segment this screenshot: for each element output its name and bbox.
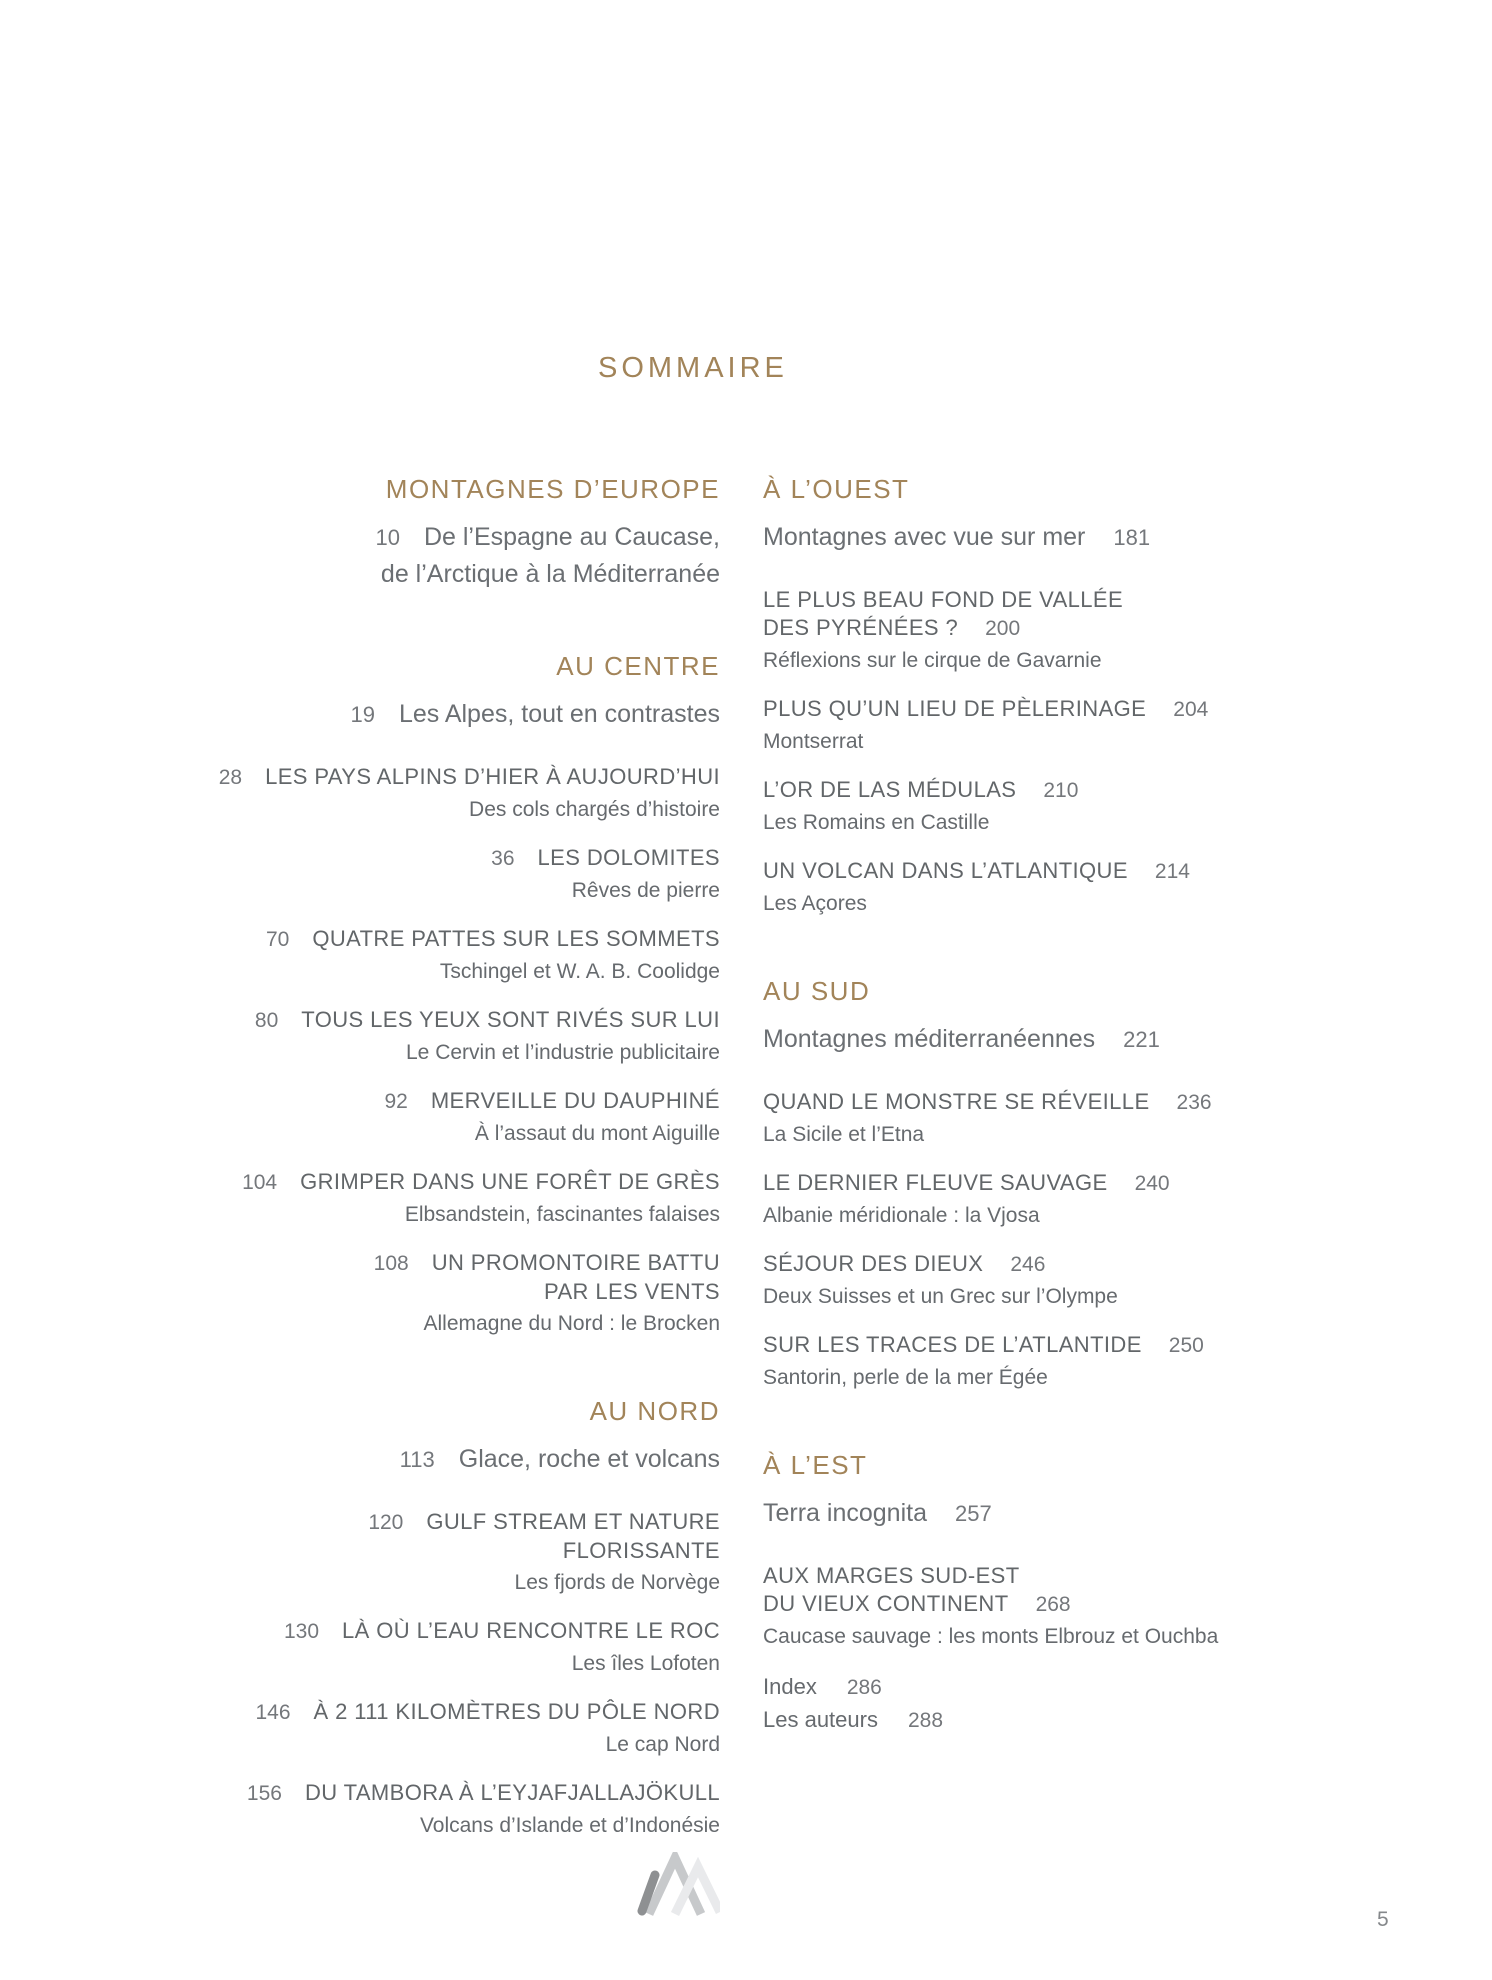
intro-line (180, 519, 720, 556)
entry-title-line: AUX MARGES SUD-EST (763, 1563, 1020, 1588)
page-ref: 257 (954, 1501, 992, 1526)
toc-entry (180, 1508, 720, 1597)
page-ref: 204 (1173, 698, 1209, 721)
entry-title: DES PYRÉNÉES ? (763, 615, 959, 640)
section-a-l-est (763, 1452, 1263, 1737)
section-a-l-ouest (763, 476, 1263, 918)
section-heading: AU NORD (589, 1396, 720, 1426)
toc-entry (180, 763, 720, 824)
entry-title-line (180, 1168, 720, 1197)
toc-entry (180, 1698, 720, 1759)
page-ref: 236 (1176, 1091, 1212, 1114)
intro-text: De l’Espagne au Caucase, (423, 523, 720, 551)
entry-title: LE DERNIER FLEUVE SAUVAGE (763, 1170, 1108, 1195)
entry-title: GULF STREAM ET NATURE (426, 1509, 720, 1534)
entry-title: QUAND LE MONSTRE SE RÉVEILLE (763, 1089, 1150, 1114)
toc-entry (763, 695, 1263, 756)
intro-text: Terra incognita (763, 1499, 927, 1527)
page-ref: 28 (218, 766, 243, 789)
mountain-peaks-icon (636, 1852, 720, 1916)
entry-subtitle: Les Romains en Castille (763, 811, 990, 834)
section-heading: MONTAGNES D’EUROPE (385, 474, 720, 504)
entry-subtitle: Les îles Lofoten (571, 1652, 720, 1675)
entry-subtitle: Tschingel et W. A. B. Coolidge (439, 960, 720, 983)
section-intro (180, 519, 720, 593)
entry-title-line (180, 844, 720, 873)
entry-title: PLUS QU’UN LIEU DE PÈLERINAGE (763, 696, 1147, 721)
entry-title-line (180, 763, 720, 792)
entry-title-line (763, 695, 1263, 724)
entry-title-line-2: FLORISSANTE (562, 1538, 720, 1563)
entry-title: GRIMPER DANS UNE FORÊT DE GRÈS (300, 1169, 720, 1194)
entry-title-line (763, 1169, 1263, 1198)
toc-entry (180, 1249, 720, 1338)
page-ref: 113 (399, 1447, 435, 1472)
entry-title-line (763, 1088, 1263, 1117)
entry-title: UN PROMONTOIRE BATTU (431, 1250, 720, 1275)
toc-entry (763, 1169, 1263, 1230)
intro-text: Montagnes méditerranéennes (763, 1025, 1096, 1053)
page-ref: 19 (350, 702, 375, 727)
entry-subtitle: Les Açores (763, 892, 867, 915)
page-ref: 214 (1154, 860, 1190, 883)
page-ref: 120 (368, 1511, 404, 1534)
entry-title-line (180, 1617, 720, 1646)
entry-subtitle: Allemagne du Nord : le Brocken (423, 1312, 720, 1335)
entry-title-line (763, 776, 1263, 805)
page-ref: 80 (254, 1009, 279, 1032)
page-ref: 200 (985, 617, 1021, 640)
section-intro (763, 1495, 1263, 1532)
toc-entry (763, 1250, 1263, 1311)
page-ref: 286 (846, 1676, 882, 1699)
section-heading: À L’OUEST (763, 474, 910, 504)
entry-title: QUATRE PATTES SUR LES SOMMETS (312, 926, 720, 951)
page-ref: 210 (1043, 779, 1079, 802)
entry-title: TOUS LES YEUX SONT RIVÉS SUR LUI (301, 1007, 720, 1032)
toc-entry (763, 586, 1263, 675)
section-intro (763, 1021, 1263, 1058)
back-matter-index (763, 1671, 1263, 1704)
section-montagnes-d-europe (180, 476, 720, 593)
entry-title-line (763, 1331, 1263, 1360)
toc-entry (763, 1562, 1263, 1651)
entry-title: DU VIEUX CONTINENT (763, 1591, 1009, 1616)
entry-title-line-2 (763, 1590, 1263, 1619)
entry-subtitle: Santorin, perle de la mer Égée (763, 1366, 1048, 1389)
toc-entry (763, 1331, 1263, 1392)
entry-subtitle: Les fjords de Norvège (514, 1571, 720, 1594)
toc-entry (763, 1088, 1263, 1149)
section-intro (180, 696, 720, 733)
page-ref: 10 (375, 525, 400, 550)
page-ref: 104 (242, 1171, 278, 1194)
entry-subtitle: Réflexions sur le cirque de Gavarnie (763, 649, 1102, 672)
section-heading: AU SUD (763, 976, 871, 1006)
toc-entry (180, 1168, 720, 1229)
page-ref: 250 (1168, 1334, 1204, 1357)
intro-text: Montagnes avec vue sur mer (763, 523, 1086, 551)
entry-subtitle: Deux Suisses et un Grec sur l’Olympe (763, 1285, 1118, 1308)
page-ref: 146 (255, 1701, 291, 1724)
entry-title-line (180, 925, 720, 954)
toc-entry (763, 776, 1263, 837)
entry-subtitle: Elbsandstein, fascinantes falaises (404, 1203, 720, 1226)
page-ref: 268 (1035, 1593, 1071, 1616)
page-ref: 181 (1113, 525, 1151, 550)
entry-title-line (763, 1250, 1263, 1279)
entry-title: LES PAYS ALPINS D’HIER À AUJOURD’HUI (265, 764, 720, 789)
section-au-sud (763, 978, 1263, 1392)
entry-title-line (180, 1779, 720, 1808)
entry-title-line (180, 1698, 720, 1727)
entry-title: À 2 111 KILOMÈTRES DU PÔLE NORD (313, 1699, 720, 1724)
entry-title: SÉJOUR DES DIEUX (763, 1251, 984, 1276)
intro-text: Les Alpes, tout en contrastes (398, 700, 720, 728)
intro-line: de l’Arctique à la Méditerranée (380, 560, 720, 588)
page-number: 5 (1377, 1908, 1389, 1931)
page-ref: 156 (246, 1782, 282, 1805)
section-au-centre (180, 653, 720, 1338)
page-ref: 130 (284, 1620, 320, 1643)
page-ref: 240 (1134, 1172, 1170, 1195)
entry-subtitle: Le Cervin et l’industrie publicitaire (406, 1041, 720, 1064)
entry-subtitle: Le cap Nord (605, 1733, 720, 1756)
entry-title: MERVEILLE DU DAUPHINÉ (430, 1088, 720, 1113)
page-ref: 288 (907, 1709, 944, 1732)
section-intro (180, 1441, 720, 1478)
entry-subtitle: Albanie méridionale : la Vjosa (763, 1204, 1040, 1227)
page-ref: 36 (491, 847, 515, 870)
toc-column-right (763, 476, 1263, 1840)
entry-subtitle: Caucase sauvage : les monts Elbrouz et Ouchba (763, 1625, 1219, 1648)
intro-text: Glace, roche et volcans (458, 1445, 720, 1473)
entry-title-line-2: PAR LES VENTS (544, 1279, 720, 1304)
page-ref: 70 (265, 928, 290, 951)
intro-line (180, 1441, 720, 1478)
entry-title-line (180, 1087, 720, 1116)
toc-column-left (180, 476, 720, 1840)
page-ref: 108 (373, 1252, 409, 1275)
entry-subtitle: Rêves de pierre (571, 879, 720, 902)
entry-title-line (180, 1508, 720, 1537)
entry-title-line-2 (763, 614, 1263, 643)
entry-title-line (180, 1249, 720, 1278)
section-intro (763, 519, 1263, 556)
entry-title: DU TAMBORA À L’EYJAFJALLAJÖKULL (304, 1780, 720, 1805)
entry-title-line (180, 1006, 720, 1035)
entry-title: LÀ OÙ L’EAU RENCONTRE LE ROC (342, 1618, 720, 1643)
entry-subtitle: Des cols chargés d’histoire (469, 798, 720, 821)
entry-subtitle: Montserrat (763, 730, 864, 753)
back-matter-auteurs (763, 1704, 1263, 1737)
toc-entry (180, 925, 720, 986)
entry-title-line (763, 857, 1263, 886)
entry-subtitle: Volcans d’Islande et d’Indonésie (419, 1814, 720, 1837)
toc-entry (180, 1006, 720, 1067)
entry-title: SUR LES TRACES DE L’ATLANTIDE (763, 1332, 1142, 1357)
entry-title: LES DOLOMITES (537, 845, 720, 870)
page-ref: 221 (1123, 1027, 1160, 1052)
section-au-nord (180, 1398, 720, 1840)
entry-title: L’OR DE LAS MÉDULAS (763, 777, 1017, 802)
back-matter-label: Les auteurs (763, 1707, 878, 1732)
toc-entry (180, 1087, 720, 1148)
page-ref: 92 (384, 1090, 408, 1113)
section-heading: À L’EST (763, 1450, 868, 1480)
intro-line (180, 696, 720, 733)
section-heading: AU CENTRE (556, 651, 720, 681)
page-ref: 246 (1010, 1253, 1046, 1276)
entry-subtitle: À l’assaut du mont Aiguille (474, 1122, 720, 1145)
entry-title-line: LE PLUS BEAU FOND DE VALLÉE (763, 587, 1124, 612)
toc-entry (180, 1779, 720, 1840)
toc-entry (180, 1617, 720, 1678)
toc-entry (180, 844, 720, 905)
page-title: SOMMAIRE (598, 352, 788, 384)
entry-title: UN VOLCAN DANS L’ATLANTIQUE (763, 858, 1128, 883)
entry-subtitle: La Sicile et l’Etna (763, 1123, 925, 1146)
back-matter-label: Index (763, 1674, 817, 1699)
toc-columns (180, 476, 1263, 1840)
toc-entry (763, 857, 1263, 918)
